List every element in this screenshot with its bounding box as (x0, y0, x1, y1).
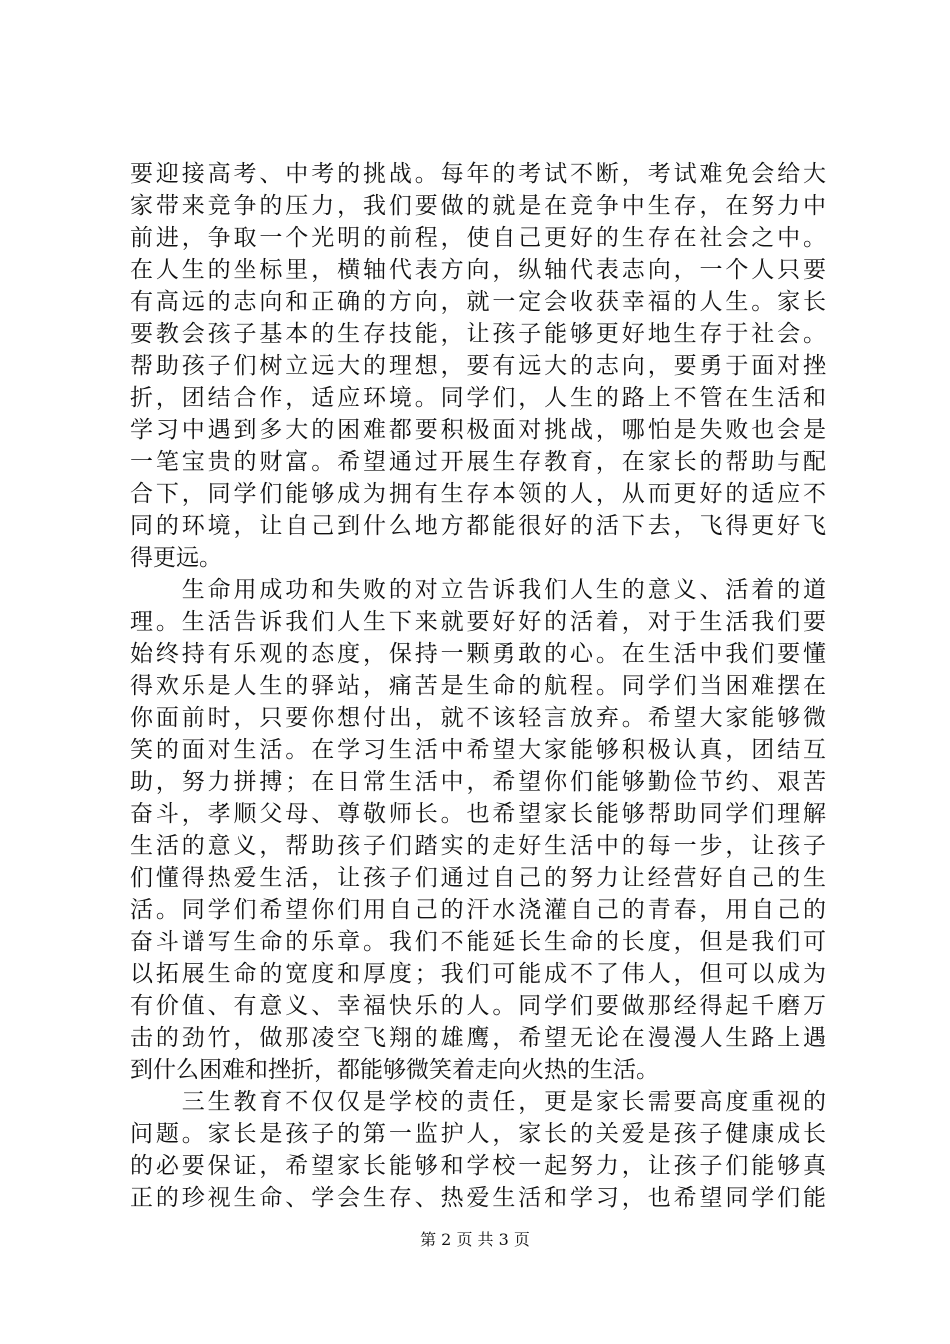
text-line: 你面前时，只要你想付出，就不该轻言放弃。希望大家能够微 (130, 705, 826, 731)
text-line: 以拓展生命的宽度和厚度；我们可能成不了伟人，但可以成为 (130, 961, 826, 987)
page-footer: 第 2 页 共 3 页 (420, 1230, 530, 1249)
text-line: 助，努力拼搏；在日常生活中，希望你们能够勤俭节约、艰苦 (130, 769, 826, 795)
text-line: 要迎接高考、中考的挑战。每年的考试不断，考试难免会给大 (130, 161, 826, 187)
text-line: 有高远的志向和正确的方向，就一定会收获幸福的人生。家长 (130, 289, 826, 315)
text-line: 们懂得热爱生活，让孩子们通过自己的努力让经营好自己的生 (130, 865, 826, 891)
text-line: 到什么困难和挫折，都能够微笑着走向火热的生活。 (130, 1057, 659, 1083)
text-line: 要教会孩子基本的生存技能，让孩子能够更好地生存于社会。 (130, 321, 826, 347)
text-line: 在人生的坐标里，横轴代表方向，纵轴代表志向，一个人只要 (130, 257, 826, 283)
text-line: 问题。家长是孩子的第一监护人，家长的关爱是孩子健康成长 (130, 1121, 826, 1147)
text-line: 理。生活告诉我们人生下来就要好好的活着，对于生活我们要 (130, 609, 826, 635)
text-line: 活。同学们希望你们用自己的汗水浇灌自己的青春，用自己的 (130, 897, 826, 923)
text-line: 一笔宝贵的财富。希望通过开展生存教育，在家长的帮助与配 (130, 449, 826, 475)
text-line: 三生教育不仅仅是学校的责任，更是家长需要高度重视的 (130, 1089, 826, 1115)
text-line: 击的劲竹，做那凌空飞翔的雄鹰，希望无论在漫漫人生路上遇 (130, 1025, 826, 1051)
body-text (130, 158, 826, 1214)
text-line: 前进，争取一个光明的前程，使自己更好的生存在社会之中。 (130, 225, 826, 251)
text-line: 始终持有乐观的态度，保持一颗勇敢的心。在生活中我们要懂 (130, 641, 826, 667)
text-line: 正的珍视生命、学会生存、热爱生活和学习，也希望同学们能 (130, 1185, 826, 1211)
text-line: 奋斗，孝顺父母、尊敬师长。也希望家长能够帮助同学们理解 (130, 801, 826, 827)
text-line: 学习中遇到多大的困难都要积极面对挑战，哪怕是失败也会是 (130, 417, 826, 443)
text-line: 折，团结合作，适应环境。同学们，人生的路上不管在生活和 (130, 385, 826, 411)
text-line: 生活的意义，帮助孩子们踏实的走好生活中的每一步，让孩子 (130, 833, 826, 859)
text-line: 合下，同学们能够成为拥有生存本领的人，从而更好的适应不 (130, 481, 826, 507)
text-line: 有价值、有意义、幸福快乐的人。同学们要做那经得起千磨万 (130, 993, 826, 1019)
text-line: 家带来竞争的压力，我们要做的就是在竞争中生存，在努力中 (130, 193, 826, 219)
text-line: 奋斗谱写生命的乐章。我们不能延长生命的长度，但是我们可 (130, 929, 826, 955)
text-line: 笑的面对生活。在学习生活中希望大家能够积极认真，团结互 (130, 737, 826, 763)
text-line: 得欢乐是人生的驿站，痛苦是生命的航程。同学们当困难摆在 (130, 673, 826, 699)
text-line: 生命用成功和失败的对立告诉我们人生的意义、活着的道 (130, 577, 826, 603)
text-line: 帮助孩子们树立远大的理想，要有远大的志向，要勇于面对挫 (130, 353, 826, 379)
text-line: 得更远。 (130, 545, 222, 571)
text-line: 同的环境，让自己到什么地方都能很好的活下去，飞得更好飞 (130, 513, 826, 539)
text-line: 的必要保证，希望家长能够和学校一起努力，让孩子们能够真 (130, 1153, 826, 1179)
